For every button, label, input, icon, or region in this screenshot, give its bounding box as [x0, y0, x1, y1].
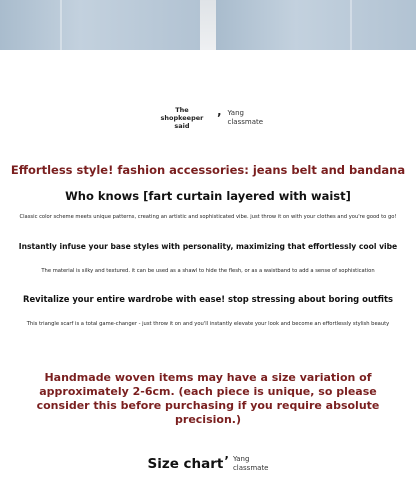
yang-label: Yang: [227, 109, 244, 117]
product-title: Effortless style! fashion accessories: jeans belt and bandana: [10, 163, 406, 177]
denim-photo-strip: [0, 0, 416, 50]
yang-label: Yang: [232, 455, 250, 463]
denim-gap: [200, 0, 216, 50]
quote-mark-icon: ’: [224, 454, 229, 468]
yang-classmate-signature: [233, 455, 269, 473]
classmate-label: classmate: [227, 118, 264, 126]
shopkeeper-header: [0, 106, 416, 130]
shopkeeper-said-label: The shopkeeper said: [160, 106, 204, 130]
description-line-3: The material is silky and textured. it can be used as a shawl to hide the flesh, or as a waistband to add a sense of sophistication: [41, 268, 375, 274]
quote-mark-icon: ’: [216, 111, 222, 125]
description-line-2: Instantly infuse your base styles with personality, maximizing that effortlessly cool vibe: [18, 242, 398, 251]
yang-classmate-signature: [228, 109, 264, 127]
denim-right-leg: [216, 0, 416, 50]
denim-seam: [60, 0, 62, 50]
description-line-5: This triangle scarf is a total game-changer - just throw it on and you'll instantly elevate your look and become an effortlessly stylish beauty: [26, 321, 390, 327]
denim-left-leg: [0, 0, 200, 50]
size-chart-header: [0, 455, 416, 473]
handmade-size-note: Handmade woven items may have a size variation of approximately 2-6cm. (each piece is unique, so please consider this before purchasing if you require absolute precision.): [36, 371, 380, 426]
size-chart-title: Size chart: [147, 456, 224, 472]
description-line-1: Classic color scheme meets unique patterns, creating an artistic and sophisticated vibe. just throw it on with your clothes and you're good to go!: [19, 214, 397, 220]
product-subtitle: Who knows [fart curtain layered with waist]: [65, 189, 351, 203]
classmate-label: classmate: [232, 464, 269, 472]
denim-seam: [350, 0, 352, 50]
description-line-4: Revitalize your entire wardrobe with ease! stop stressing about boring outfits: [23, 294, 393, 304]
